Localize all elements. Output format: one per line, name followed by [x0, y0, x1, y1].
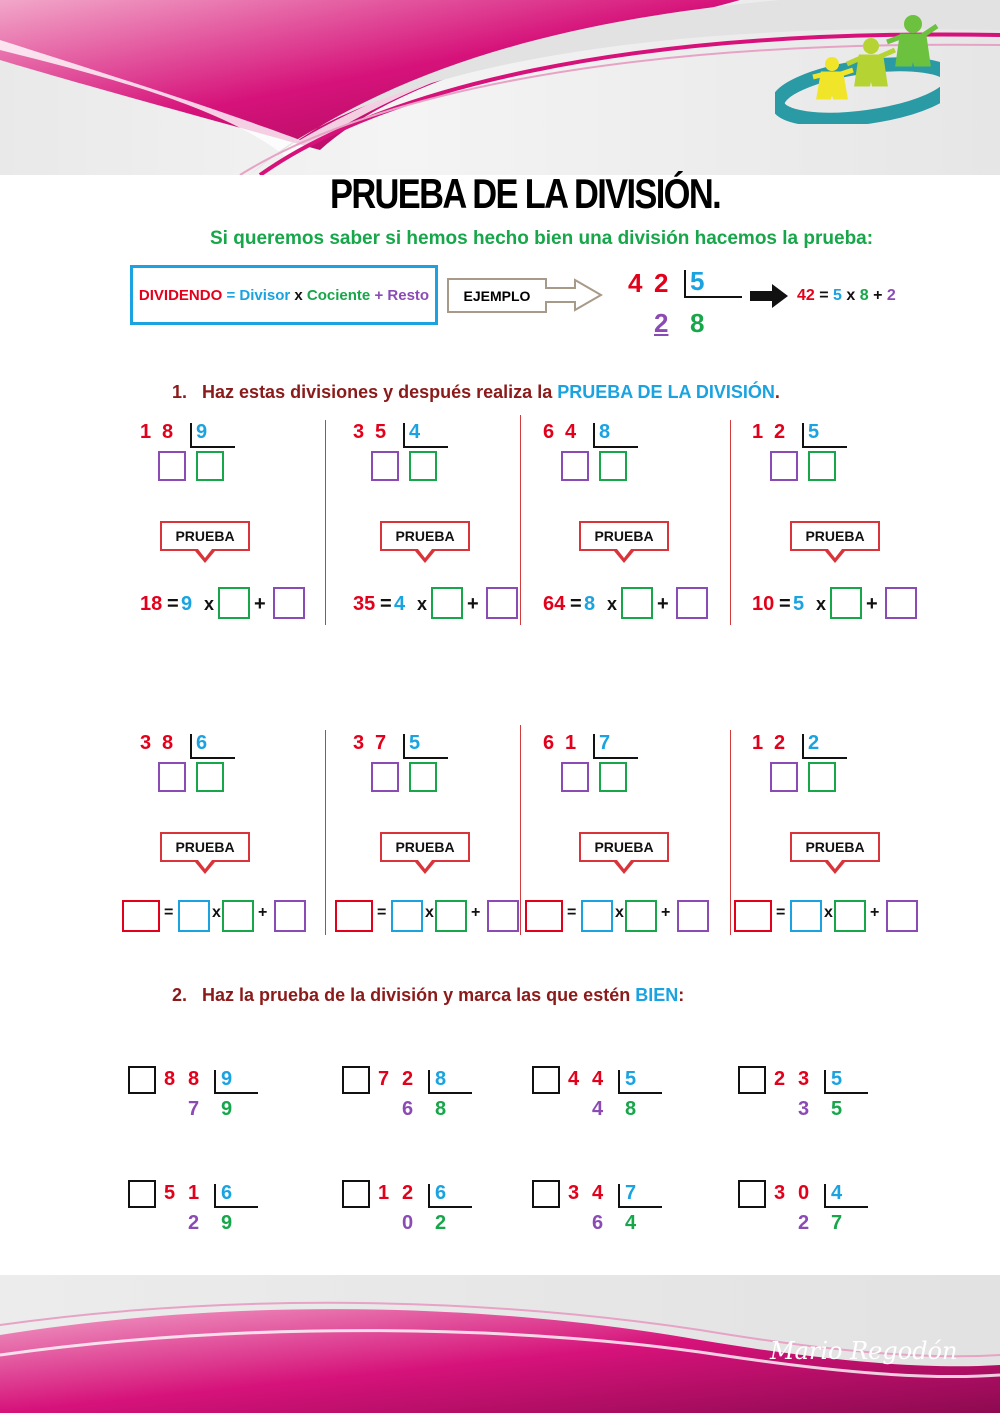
row2-ex2-dividend-digit-2: 7: [375, 732, 387, 754]
check-6-resto: 0: [402, 1212, 414, 1234]
page-title: PRUEBA DE LA DIVISIÓN.: [329, 170, 720, 217]
row2-ex4-eq-cociente-box[interactable]: [834, 900, 866, 932]
ejemplo-label: EJEMPLO: [447, 278, 547, 313]
row1-ex2-eq-divisor: 4: [394, 593, 406, 615]
row2-ex4-dividend-digit-1: 1: [752, 732, 764, 754]
check-4-dividend-digit-2: 3: [798, 1068, 810, 1090]
row2-ex2-prueba-arrow-fill: [418, 860, 432, 869]
check-7-cociente: 4: [625, 1212, 637, 1234]
row2-ex3-eq-times: x: [615, 904, 624, 921]
check-1-div-hline: [214, 1092, 258, 1094]
section1-text: Haz estas divisiones y después realiza la: [202, 382, 558, 402]
row1-ex2-resto-box[interactable]: [371, 451, 399, 481]
check-6-cociente: 2: [435, 1212, 447, 1234]
separator: [520, 415, 521, 625]
row1-ex1-eq-cociente-box[interactable]: [218, 587, 250, 619]
check-1-cociente: 9: [221, 1098, 233, 1120]
row2-ex2-eq-divisor-box[interactable]: [391, 900, 423, 932]
row2-ex1-dividend-digit-1: 3: [140, 732, 152, 754]
row1-ex4-eq-plus: +: [866, 593, 878, 615]
row1-ex2-eq-dividend: 35: [353, 593, 376, 615]
row1-ex4-resto-box[interactable]: [770, 451, 798, 481]
example-result-b: 5: [833, 287, 842, 304]
row2-ex3-eq-plus: +: [661, 904, 671, 921]
formula-eq: =: [226, 286, 236, 304]
row2-ex4-dividend-digit-2: 2: [774, 732, 786, 754]
check-2-div-vline: [428, 1070, 430, 1094]
row1-ex1-div-vline: [190, 423, 192, 447]
check-6-divisor: 6: [435, 1182, 447, 1204]
row2-ex2-eq-cociente-box[interactable]: [435, 900, 467, 932]
row2-ex2-eq-equals: =: [377, 904, 387, 921]
row1-ex3-resto-box[interactable]: [561, 451, 589, 481]
row1-ex2-eq-times: x: [417, 594, 428, 614]
row1-ex4-div-vline: [802, 423, 804, 447]
row2-ex1-eq-dividend-box[interactable]: [122, 900, 160, 932]
row2-ex2-cociente-box[interactable]: [409, 762, 437, 792]
row2-ex4-eq-divisor-box[interactable]: [790, 900, 822, 932]
row2-ex2-prueba-label: PRUEBA: [380, 832, 470, 862]
row1-ex4-eq-times: x: [816, 594, 827, 614]
check-8-div-hline: [824, 1206, 868, 1208]
row1-ex4-eq-divisor: 5: [793, 593, 805, 615]
row2-ex1-dividend-digit-2: 8: [162, 732, 174, 754]
check-2-dividend-digit-1: 7: [378, 1068, 390, 1090]
row1-ex1-cociente-box[interactable]: [196, 451, 224, 481]
row2-ex1-prueba-arrow-fill: [198, 860, 212, 869]
check-5-divisor: 6: [221, 1182, 233, 1204]
check-7-dividend-digit-1: 3: [568, 1182, 580, 1204]
separator: [325, 420, 326, 625]
row1-ex4-dividend-digit-1: 1: [752, 421, 764, 443]
row2-ex4-div-vline: [802, 734, 804, 758]
section1-highlight: PRUEBA DE LA DIVISIÓN: [557, 382, 775, 402]
separator: [730, 730, 731, 935]
row1-ex3-div-hline: [593, 446, 638, 448]
row1-ex3-eq-resto-box[interactable]: [676, 587, 708, 619]
row2-ex1-eq-plus: +: [258, 904, 268, 921]
check-6-checkbox[interactable]: [342, 1180, 370, 1208]
row1-ex2-eq-plus: +: [467, 593, 479, 615]
row2-ex4-eq-dividend-box[interactable]: [734, 900, 772, 932]
row1-ex3-dividend-digit-2: 4: [565, 421, 577, 443]
row1-ex3-dividend-digit-1: 6: [543, 421, 555, 443]
row1-ex2-prueba-arrow-fill: [418, 549, 432, 558]
check-1-resto: 7: [188, 1098, 200, 1120]
row2-ex4-div-hline: [802, 757, 847, 759]
check-8-checkbox[interactable]: [738, 1180, 766, 1208]
row1-ex2-prueba-label: PRUEBA: [380, 521, 470, 551]
check-5-dividend-digit-1: 5: [164, 1182, 176, 1204]
row1-ex3-prueba-arrow-fill: [617, 549, 631, 558]
check-1-div-vline: [214, 1070, 216, 1094]
check-7-divisor: 7: [625, 1182, 637, 1204]
check-4-resto: 3: [798, 1098, 810, 1120]
row2-ex4-eq-resto-box[interactable]: [886, 900, 918, 932]
formula-cociente: Cociente: [306, 286, 371, 304]
check-5-resto: 2: [188, 1212, 200, 1234]
row2-ex1-prueba-label: PRUEBA: [160, 832, 250, 862]
row1-ex4-dividend-digit-2: 2: [774, 421, 786, 443]
check-4-dividend-digit-1: 2: [774, 1068, 786, 1090]
row1-ex3-eq-times: x: [607, 594, 618, 614]
ejemplo-arrow-icon: [545, 278, 605, 313]
check-3-resto: 4: [592, 1098, 604, 1120]
row2-ex3-cociente-box[interactable]: [599, 762, 627, 792]
row2-ex1-eq-times: x: [212, 904, 221, 921]
people-logo-icon: [775, 12, 940, 124]
row1-ex2-eq-resto-box[interactable]: [486, 587, 518, 619]
row1-ex3-eq-dividend: 64: [543, 593, 566, 615]
check-3-div-vline: [618, 1070, 620, 1094]
example-result-a: 42: [797, 287, 815, 304]
row2-ex3-eq-equals: =: [567, 904, 577, 921]
row2-ex1-cociente-box[interactable]: [196, 762, 224, 792]
row2-ex4-prueba-label: PRUEBA: [790, 832, 880, 862]
row2-ex3-prueba-label: PRUEBA: [579, 832, 669, 862]
row1-ex3-eq-divisor: 8: [584, 593, 596, 615]
row2-ex2-eq-plus: +: [471, 904, 481, 921]
row2-ex3-dividend-digit-2: 1: [565, 732, 577, 754]
section2-number: 2.: [172, 985, 188, 1005]
row1-ex4-eq-equals: =: [779, 593, 791, 615]
check-4-div-hline: [824, 1092, 868, 1094]
row2-ex3-divisor: 7: [599, 732, 611, 754]
example-result: [797, 287, 896, 305]
row1-ex2-div-vline: [403, 423, 405, 447]
row1-ex1-eq-dividend: 18: [140, 593, 163, 615]
example-div-vline: [684, 270, 686, 298]
check-8-cociente: 7: [831, 1212, 843, 1234]
check-4-div-vline: [824, 1070, 826, 1094]
example-resto: 2: [654, 308, 669, 338]
check-3-dividend-digit-2: 4: [592, 1068, 604, 1090]
check-3-cociente: 8: [625, 1098, 637, 1120]
row1-ex1-div-hline: [190, 446, 235, 448]
example-divisor: 5: [690, 266, 705, 296]
check-2-cociente: 8: [435, 1098, 447, 1120]
row1-ex3-div-vline: [593, 423, 595, 447]
check-3-dividend-digit-1: 4: [568, 1068, 580, 1090]
check-8-divisor: 4: [831, 1182, 843, 1204]
check-5-div-hline: [214, 1206, 258, 1208]
section1-title: [172, 382, 780, 403]
check-6-div-vline: [428, 1184, 430, 1208]
row2-ex3-dividend-digit-1: 6: [543, 732, 555, 754]
check-7-resto: 6: [592, 1212, 604, 1234]
row1-ex3-eq-plus: +: [657, 593, 669, 615]
row1-ex1-prueba-label: PRUEBA: [160, 521, 250, 551]
row2-ex3-resto-box[interactable]: [561, 762, 589, 792]
row2-ex3-eq-dividend-box[interactable]: [525, 900, 563, 932]
row2-ex3-eq-cociente-box[interactable]: [625, 900, 657, 932]
check-7-div-hline: [618, 1206, 662, 1208]
check-2-div-hline: [428, 1092, 472, 1094]
row1-ex2-cociente-box[interactable]: [409, 451, 437, 481]
check-6-dividend-digit-2: 2: [402, 1182, 414, 1204]
row1-ex1-prueba-arrow-fill: [198, 549, 212, 558]
example-cociente: 8: [690, 308, 705, 338]
row2-ex2-eq-resto-box[interactable]: [487, 900, 519, 932]
row1-ex2-eq-equals: =: [380, 593, 392, 615]
row2-ex4-eq-equals: =: [776, 904, 786, 921]
check-3-div-hline: [618, 1092, 662, 1094]
row2-ex1-resto-box[interactable]: [158, 762, 186, 792]
formula-resto: Resto: [387, 286, 430, 304]
check-3-divisor: 5: [625, 1068, 637, 1090]
section2-text: Haz la prueba de la división y marca las que estén: [202, 985, 636, 1005]
row1-ex4-prueba-label: PRUEBA: [790, 521, 880, 551]
row1-ex1-eq-plus: +: [254, 593, 266, 615]
check-1-dividend-digit-1: 8: [164, 1068, 176, 1090]
check-2-resto: 6: [402, 1098, 414, 1120]
row1-ex1-dividend-digit-2: 8: [162, 421, 174, 443]
check-5-checkbox[interactable]: [128, 1180, 156, 1208]
row2-ex3-eq-resto-box[interactable]: [677, 900, 709, 932]
check-5-cociente: 9: [221, 1212, 233, 1234]
row2-ex3-div-vline: [593, 734, 595, 758]
row1-ex4-divisor: 5: [808, 421, 820, 443]
subtitle: Si queremos saber si hemos hecho bien una división hacemos la prueba:: [210, 228, 874, 249]
separator: [325, 730, 326, 935]
row1-ex3-eq-cociente-box[interactable]: [621, 587, 653, 619]
row1-ex4-prueba-arrow-fill: [828, 549, 842, 558]
row1-ex4-eq-resto-box[interactable]: [885, 587, 917, 619]
row2-ex4-divisor: 2: [808, 732, 820, 754]
check-8-resto: 2: [798, 1212, 810, 1234]
check-2-dividend-digit-2: 2: [402, 1068, 414, 1090]
formula-divisor: Divisor: [239, 286, 291, 304]
row2-ex1-eq-cociente-box[interactable]: [222, 900, 254, 932]
row2-ex4-prueba-arrow-fill: [828, 860, 842, 869]
row1-ex3-prueba-label: PRUEBA: [579, 521, 669, 551]
row1-ex1-eq-equals: =: [167, 593, 179, 615]
section2-highlight: BIEN: [635, 985, 679, 1005]
row1-ex2-dividend-digit-1: 3: [353, 421, 365, 443]
row1-ex4-eq-dividend: 10: [752, 593, 775, 615]
check-5-dividend-digit-2: 1: [188, 1182, 200, 1204]
check-7-checkbox[interactable]: [532, 1180, 560, 1208]
formula-x: x: [294, 286, 303, 304]
row2-ex2-eq-times: x: [425, 904, 434, 921]
row1-ex2-div-hline: [403, 446, 448, 448]
row2-ex3-div-hline: [593, 757, 638, 759]
row2-ex4-cociente-box[interactable]: [808, 762, 836, 792]
example-result-x: x: [846, 287, 856, 304]
row2-ex4-eq-times: x: [824, 904, 833, 921]
row1-ex2-dividend-digit-2: 5: [375, 421, 387, 443]
row2-ex2-div-hline: [403, 757, 448, 759]
section1-end: .: [774, 382, 780, 402]
signature: Mario Regodón: [770, 1337, 958, 1365]
arrow-right-icon: [750, 284, 788, 308]
example-d1: 4: [628, 268, 643, 298]
row2-ex2-eq-dividend-box[interactable]: [335, 900, 373, 932]
row1-ex1-divisor: 9: [196, 421, 208, 443]
row1-ex3-divisor: 8: [599, 421, 611, 443]
check-2-divisor: 8: [435, 1068, 447, 1090]
row2-ex4-eq-plus: +: [870, 904, 880, 921]
formula-plus: +: [374, 286, 384, 304]
row2-ex3-prueba-arrow-fill: [617, 860, 631, 869]
row1-ex2-divisor: 4: [409, 421, 421, 443]
check-4-checkbox[interactable]: [738, 1066, 766, 1094]
example-d2: 2: [654, 268, 669, 298]
row1-ex1-eq-divisor: 9: [181, 593, 193, 615]
row2-ex1-eq-equals: =: [164, 904, 174, 921]
check-6-dividend-digit-1: 1: [378, 1182, 390, 1204]
check-8-dividend-digit-1: 3: [774, 1182, 786, 1204]
section2-end: :: [678, 985, 685, 1005]
separator: [730, 420, 731, 625]
check-6-div-hline: [428, 1206, 472, 1208]
row2-ex2-div-vline: [403, 734, 405, 758]
row1-ex4-eq-cociente-box[interactable]: [830, 587, 862, 619]
row2-ex3-eq-divisor-box[interactable]: [581, 900, 613, 932]
example-result-d: 2: [886, 287, 896, 304]
check-5-div-vline: [214, 1184, 216, 1208]
row2-ex2-dividend-digit-1: 3: [353, 732, 365, 754]
check-4-cociente: 5: [831, 1098, 843, 1120]
formula-dividendo: DIVIDENDO: [138, 286, 223, 304]
check-3-checkbox[interactable]: [532, 1066, 560, 1094]
row2-ex1-eq-resto-box[interactable]: [274, 900, 306, 932]
section2-title: [172, 985, 684, 1006]
check-1-dividend-digit-2: 8: [188, 1068, 200, 1090]
separator: [520, 725, 521, 935]
row1-ex4-div-hline: [802, 446, 847, 448]
row1-ex3-eq-equals: =: [570, 593, 582, 615]
row1-ex4-cociente-box[interactable]: [808, 451, 836, 481]
row2-ex4-resto-box[interactable]: [770, 762, 798, 792]
section1-number: 1.: [172, 382, 188, 402]
example-result-plus: +: [873, 287, 883, 304]
row1-ex2-eq-cociente-box[interactable]: [431, 587, 463, 619]
check-1-divisor: 9: [221, 1068, 233, 1090]
example-result-c: 8: [859, 287, 869, 304]
row2-ex2-resto-box[interactable]: [371, 762, 399, 792]
check-1-checkbox[interactable]: [128, 1066, 156, 1094]
row2-ex1-div-hline: [190, 757, 235, 759]
row2-ex2-divisor: 5: [409, 732, 421, 754]
check-8-div-vline: [824, 1184, 826, 1208]
row2-ex1-divisor: 6: [196, 732, 208, 754]
check-8-dividend-digit-2: 0: [798, 1182, 810, 1204]
check-7-dividend-digit-2: 4: [592, 1182, 604, 1204]
row1-ex1-eq-times: x: [204, 594, 215, 614]
row1-ex1-eq-resto-box[interactable]: [273, 587, 305, 619]
row1-ex1-dividend-digit-1: 1: [140, 421, 152, 443]
check-2-checkbox[interactable]: [342, 1066, 370, 1094]
check-4-divisor: 5: [831, 1068, 843, 1090]
row1-ex3-cociente-box[interactable]: [599, 451, 627, 481]
formula-box: [130, 265, 438, 325]
row1-ex1-resto-box[interactable]: [158, 451, 186, 481]
row2-ex1-eq-divisor-box[interactable]: [178, 900, 210, 932]
row2-ex1-div-vline: [190, 734, 192, 758]
check-7-div-vline: [618, 1184, 620, 1208]
example-result-eq: =: [819, 287, 829, 304]
